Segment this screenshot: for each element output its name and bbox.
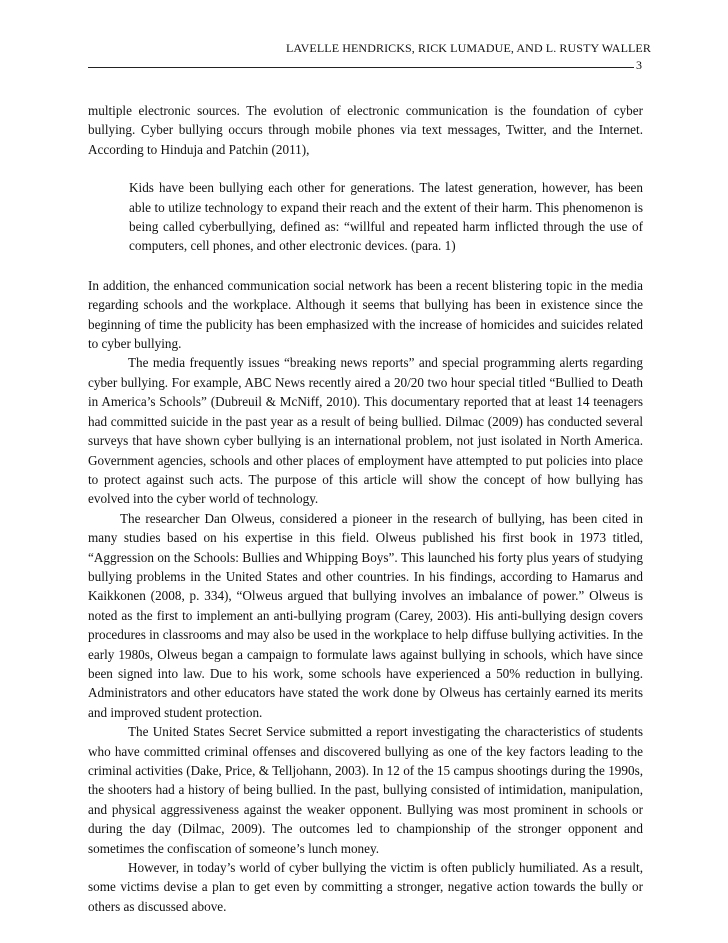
header-rule bbox=[88, 67, 634, 68]
paragraph-1: multiple electronic sources. The evolution of electronic communication is the foundation of cyber bullying. Cyber bullying occurs through mobile phones via text messages, Twitter, and the Internet. According to Hinduja and Patchin (2011), bbox=[88, 103, 643, 157]
paragraph-6: However, in today’s world of cyber bullying the victim is often publicly humiliated. As a result, some victims devise a plan to get even by committing a stronger, negative action towards the bully or others as discussed above. bbox=[88, 860, 643, 914]
running-head: LAVELLE HENDRICKS, RICK LUMADUE, AND L. RUSTY WALLER bbox=[286, 41, 651, 55]
body-text bbox=[88, 101, 643, 916]
paragraph-3: The media frequently issues “breaking news reports” and special programming alerts regarding cyber bullying. For example, ABC News recently aired a 20/20 two hour special titled “Bullied to Death in America’s Schools” (Dubreuil & McNiff, 2010). This documentary reported that at least 14 teenagers had committed suicide in the past year as a result of being bullied. Dilmac (2009) has conducted several surveys that have shown cyber bullying is an international problem, not just isolated in North America. Government agencies, schools and other places of employment have attempted to put policies into place to protect against such acts. The purpose of this article will show the concept of how bullying has evolved into the cyber world of technology. bbox=[88, 355, 643, 507]
paragraph-4: The researcher Dan Olweus, considered a pioneer in the research of bullying, has been cited in many studies based on his expertise in this field. Olweus published his first book in 1973 titled, “Aggression on the Schools: Bullies and Whipping Boys”. This launched his forty plus years of studying bullying problems in the United States and other countries. In his findings, according to Hamarus and Kaikkonen (2008, p. 334), “Olweus argued that bullying involves an imbalance of power.” Olweus is noted as the first to implement an anti-bullying program (Carey, 2003). His anti-bullying design covers procedures in classrooms and may also be used in the workplace to help diffuse bullying activities. In the early 1980s, Olweus began a campaign to formulate laws against bullying in schools, which have since been signed into law. Due to his work, some schools have experienced a 50% reduction in bullying. Administrators and other educators have stated the work done by Olweus has certainly earned its merits and improved student protection. bbox=[88, 510, 643, 720]
page-number: 3 bbox=[636, 58, 642, 72]
block-quote: Kids have been bullying each other for generations. The latest generation, however, has been able to utilize technology to expand their reach and the extent of their harm. This phenomenon is being called cyberbullying, defined as: “willful and repeated harm inflicted through the use of computers, cell phones, and other electronic devices. (para. 1) bbox=[129, 180, 643, 254]
paragraph-5: The United States Secret Service submitted a report investigating the characteristics of students who have committed criminal offenses and discovered bullying as one of the key factors leading to the criminal activities (Dake, Price, & Telljohann, 2003). In 12 of the 15 campus shootings during the 1990s, the shooters had a history of being bullied. In the past, bullying consisted of intimidation, manipulation, and physical aggressiveness against the weaker opponent. Bullying was most prominent in schools or during the day (Dilmac, 2009). The outcomes led to championship of the stronger opponent and sometimes the confiscation of someone’s lunch money. bbox=[88, 724, 643, 856]
paragraph-2: In addition, the enhanced communication social network has been a recent blistering topic in the media regarding schools and the workplace. Although it seems that bullying has been in existence since the beginning of time the publicity has been emphasized with the increase of homicides and suicides related to cyber bullying. bbox=[88, 277, 643, 352]
